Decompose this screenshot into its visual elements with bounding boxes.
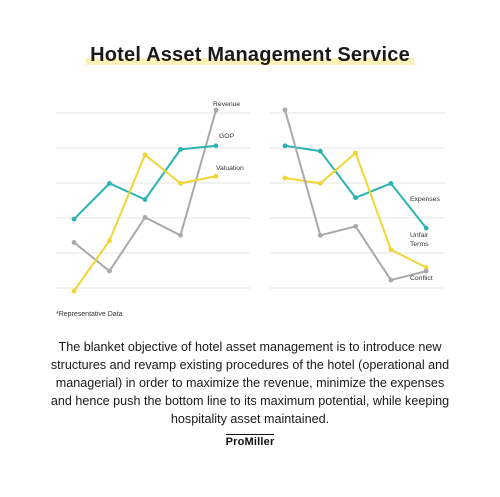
series-label bbox=[410, 196, 440, 203]
series-label-line: Valuation bbox=[216, 165, 244, 172]
data-point bbox=[353, 195, 358, 200]
data-point bbox=[107, 238, 112, 243]
series-line-conflict bbox=[285, 110, 426, 280]
series-label bbox=[216, 165, 244, 172]
data-point bbox=[424, 269, 429, 274]
series-label bbox=[219, 133, 235, 140]
body-paragraph: The blanket objective of hotel asset management is to introduce new structures and revamp existing procedures of the hotel (operational and managerial) in order to maximize the revenue, minimize the expenses and hence push the bottom line to its maximum potential, while keeping hospitality asset maintained. bbox=[50, 340, 450, 426]
brand-name: ProMiller bbox=[225, 436, 275, 448]
data-point bbox=[143, 152, 148, 157]
data-point bbox=[107, 181, 112, 186]
series-line-revenue bbox=[74, 110, 216, 271]
series-line-unfair-terms bbox=[285, 153, 426, 268]
data-point bbox=[214, 174, 219, 179]
data-point bbox=[318, 181, 323, 186]
data-point bbox=[178, 147, 183, 152]
left-chart bbox=[56, 101, 250, 293]
series-label-line: Unfair bbox=[410, 232, 429, 239]
series-label-line: Revenue bbox=[213, 101, 241, 108]
data-point bbox=[424, 226, 429, 231]
data-point bbox=[214, 108, 219, 113]
series-line-valuation bbox=[74, 155, 216, 291]
data-point bbox=[107, 269, 112, 274]
page-title: Hotel Asset Management Service bbox=[86, 44, 414, 67]
data-point bbox=[353, 224, 358, 229]
data-point bbox=[318, 149, 323, 154]
series-label bbox=[213, 101, 240, 108]
representative-data-note: *Representative Data bbox=[56, 311, 123, 318]
charts-area bbox=[0, 90, 500, 305]
data-point bbox=[389, 181, 394, 186]
data-point bbox=[389, 278, 394, 283]
data-point bbox=[143, 197, 148, 202]
data-point bbox=[389, 247, 394, 252]
data-point bbox=[178, 233, 183, 238]
data-point bbox=[72, 240, 77, 245]
data-point bbox=[178, 181, 183, 186]
right-chart bbox=[270, 108, 445, 288]
series-label bbox=[410, 232, 429, 248]
brand-logo bbox=[0, 432, 500, 450]
series-label-line: Terms bbox=[410, 241, 429, 248]
title-wrap bbox=[0, 44, 500, 67]
series-label-line: Expenses bbox=[410, 196, 440, 203]
data-point bbox=[283, 143, 288, 148]
data-point bbox=[283, 108, 288, 113]
data-point bbox=[283, 176, 288, 181]
series-label bbox=[410, 275, 433, 282]
series-label-line: GOP bbox=[219, 133, 235, 140]
data-point bbox=[318, 233, 323, 238]
data-point bbox=[353, 151, 358, 156]
data-point bbox=[214, 143, 219, 148]
data-point bbox=[72, 217, 77, 222]
data-point bbox=[72, 289, 77, 294]
data-point bbox=[143, 215, 148, 220]
series-label-line: Conflict bbox=[410, 275, 433, 282]
